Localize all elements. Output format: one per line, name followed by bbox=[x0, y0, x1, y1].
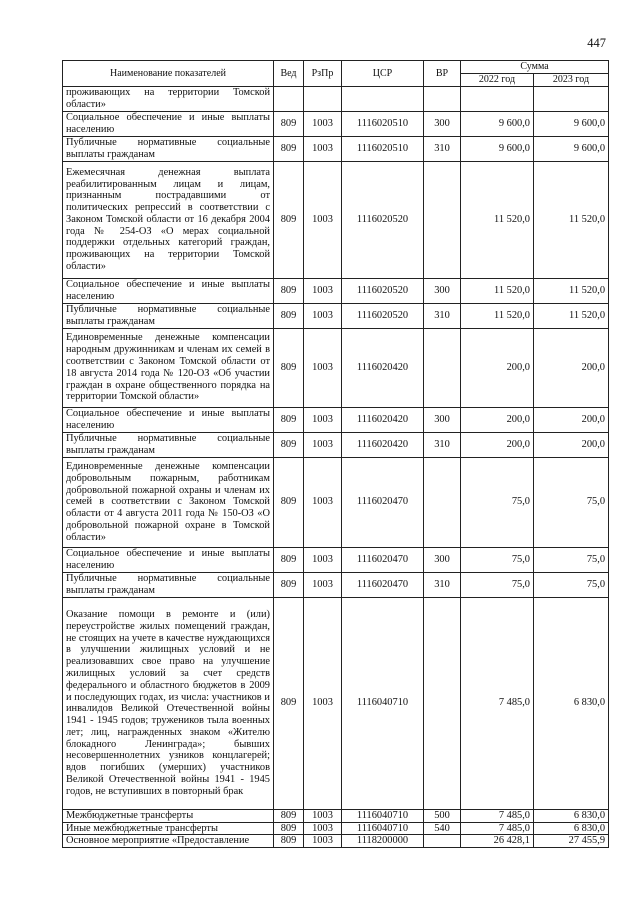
row-ved: 809 bbox=[274, 835, 304, 848]
row-csr: 1116020520 bbox=[342, 161, 424, 278]
row-sum-2023: 6 830,0 bbox=[534, 809, 609, 822]
row-sum-2022: 7 485,0 bbox=[461, 809, 534, 822]
row-vr: 300 bbox=[424, 111, 461, 136]
row-csr: 1116020510 bbox=[342, 136, 424, 161]
row-sum-2023: 200,0 bbox=[534, 328, 609, 407]
row-ved: 809 bbox=[274, 809, 304, 822]
row-sum-2023: 27 455,9 bbox=[534, 835, 609, 848]
row-sum-2022: 200,0 bbox=[461, 432, 534, 457]
row-sum-2023 bbox=[534, 86, 609, 111]
col-header-rzpr: РзПр bbox=[304, 61, 342, 87]
row-sum-2023: 200,0 bbox=[534, 432, 609, 457]
row-name: Социальное обеспечение и иные выплаты населению bbox=[63, 547, 274, 572]
row-sum-2023: 9 600,0 bbox=[534, 136, 609, 161]
row-rzpr: 1003 bbox=[304, 822, 342, 835]
row-csr: 1116020470 bbox=[342, 572, 424, 597]
row-rzpr: 1003 bbox=[304, 809, 342, 822]
row-csr: 1116020420 bbox=[342, 407, 424, 432]
row-vr: 310 bbox=[424, 572, 461, 597]
row-sum-2023: 75,0 bbox=[534, 572, 609, 597]
row-sum-2022: 7 485,0 bbox=[461, 822, 534, 835]
table-row bbox=[63, 328, 609, 407]
row-csr: 1116020420 bbox=[342, 432, 424, 457]
row-rzpr: 1003 bbox=[304, 136, 342, 161]
row-vr: 300 bbox=[424, 278, 461, 303]
row-sum-2022: 75,0 bbox=[461, 572, 534, 597]
row-name: Единовременные денежные компенсации добровольным пожарным, работникам добровольной пожарной охраны и членам их семей в соответствии с Законом Томской области от 4 августа 2011 года № 150-ОЗ «О добровольной пожарной охране в Томской области» bbox=[63, 457, 274, 547]
row-rzpr: 1003 bbox=[304, 278, 342, 303]
row-vr: 310 bbox=[424, 303, 461, 328]
row-rzpr: 1003 bbox=[304, 407, 342, 432]
table-row bbox=[63, 597, 609, 809]
row-vr bbox=[424, 597, 461, 809]
table-row bbox=[63, 136, 609, 161]
row-rzpr bbox=[304, 86, 342, 111]
row-sum-2022: 200,0 bbox=[461, 407, 534, 432]
table-row bbox=[63, 822, 609, 835]
row-ved: 809 bbox=[274, 278, 304, 303]
row-vr: 310 bbox=[424, 136, 461, 161]
row-ved bbox=[274, 86, 304, 111]
row-sum-2023: 11 520,0 bbox=[534, 278, 609, 303]
col-header-vr: ВР bbox=[424, 61, 461, 87]
row-rzpr: 1003 bbox=[304, 835, 342, 848]
row-csr: 1116020420 bbox=[342, 328, 424, 407]
row-ved: 809 bbox=[274, 303, 304, 328]
row-name: Межбюджетные трансферты bbox=[63, 809, 274, 822]
row-vr: 300 bbox=[424, 547, 461, 572]
row-rzpr: 1003 bbox=[304, 161, 342, 278]
row-sum-2022: 200,0 bbox=[461, 328, 534, 407]
row-csr: 1116040710 bbox=[342, 597, 424, 809]
row-name: Иные межбюджетные трансферты bbox=[63, 822, 274, 835]
row-sum-2023: 200,0 bbox=[534, 407, 609, 432]
row-rzpr: 1003 bbox=[304, 597, 342, 809]
row-rzpr: 1003 bbox=[304, 111, 342, 136]
row-sum-2022: 75,0 bbox=[461, 547, 534, 572]
row-ved: 809 bbox=[274, 822, 304, 835]
col-header-sum: Сумма bbox=[461, 61, 609, 74]
row-name: Социальное обеспечение и иные выплаты населению bbox=[63, 407, 274, 432]
row-sum-2023: 9 600,0 bbox=[534, 111, 609, 136]
row-vr bbox=[424, 835, 461, 848]
table-row bbox=[63, 278, 609, 303]
row-csr: 1116020520 bbox=[342, 278, 424, 303]
row-sum-2023: 11 520,0 bbox=[534, 161, 609, 278]
col-header-csr: ЦСР bbox=[342, 61, 424, 87]
row-name: проживающих на территории Томской области» bbox=[63, 86, 274, 111]
col-header-ved: Вед bbox=[274, 61, 304, 87]
row-name: Оказание помощи в ремонте и (или) переустройстве жилых помещений граждан, не стоящих на учете в качестве нуждающихся в улучшении жилищных условий и не реализовавших свое право на улучшение жилищных условий за счет средств федерального и областного бюджетов в 2009 и последующих годах, из числа: участников и инвалидов Великой Отечественной войны 1941 - 1945 годов; тружеников тыла военных лет; лиц, награжденных знаком «Жителю блокадного Ленинграда»; бывших несовершеннолетних узников концлагерей; вдов погибших (умерших) участников Великой Отечественной войны 1941 - 1945 годов, не вступивших в повторный брак bbox=[63, 597, 274, 809]
row-sum-2022: 11 520,0 bbox=[461, 303, 534, 328]
row-ved: 809 bbox=[274, 572, 304, 597]
row-name: Публичные нормативные социальные выплаты гражданам bbox=[63, 432, 274, 457]
row-rzpr: 1003 bbox=[304, 457, 342, 547]
row-csr bbox=[342, 86, 424, 111]
table-row bbox=[63, 111, 609, 136]
row-sum-2023: 6 830,0 bbox=[534, 597, 609, 809]
row-name: Публичные нормативные социальные выплаты гражданам bbox=[63, 572, 274, 597]
col-header-name: Наименование показателей bbox=[63, 61, 274, 87]
table-row bbox=[63, 432, 609, 457]
row-vr bbox=[424, 161, 461, 278]
budget-table bbox=[62, 60, 609, 848]
row-ved: 809 bbox=[274, 161, 304, 278]
row-sum-2023: 75,0 bbox=[534, 457, 609, 547]
row-ved: 809 bbox=[274, 328, 304, 407]
page-number: 447 bbox=[587, 36, 606, 50]
table-row bbox=[63, 407, 609, 432]
row-ved: 809 bbox=[274, 457, 304, 547]
row-rzpr: 1003 bbox=[304, 303, 342, 328]
row-sum-2023: 75,0 bbox=[534, 547, 609, 572]
table-row bbox=[63, 457, 609, 547]
row-sum-2022 bbox=[461, 86, 534, 111]
row-ved: 809 bbox=[274, 111, 304, 136]
row-csr: 1116040710 bbox=[342, 822, 424, 835]
row-name: Единовременные денежные компенсации народным дружинникам и членам их семей в соответствии с Законом Томской области от 18 августа 2014 года № 120-ОЗ «Об участии граждан в охране общественного порядка на территории Томской области» bbox=[63, 328, 274, 407]
table-row bbox=[63, 303, 609, 328]
row-name: Публичные нормативные социальные выплаты гражданам bbox=[63, 136, 274, 161]
row-vr: 300 bbox=[424, 407, 461, 432]
row-sum-2022: 11 520,0 bbox=[461, 161, 534, 278]
row-vr: 310 bbox=[424, 432, 461, 457]
row-csr: 1116040710 bbox=[342, 809, 424, 822]
row-rzpr: 1003 bbox=[304, 432, 342, 457]
row-name: Социальное обеспечение и иные выплаты населению bbox=[63, 278, 274, 303]
row-sum-2022: 26 428,1 bbox=[461, 835, 534, 848]
row-ved: 809 bbox=[274, 432, 304, 457]
row-rzpr: 1003 bbox=[304, 328, 342, 407]
col-header-year-2023: 2023 год bbox=[534, 73, 609, 86]
table-row bbox=[63, 547, 609, 572]
row-sum-2023: 11 520,0 bbox=[534, 303, 609, 328]
row-vr bbox=[424, 457, 461, 547]
row-vr: 500 bbox=[424, 809, 461, 822]
col-header-year-2022: 2022 год bbox=[461, 73, 534, 86]
table-row bbox=[63, 835, 609, 848]
row-ved: 809 bbox=[274, 547, 304, 572]
row-sum-2022: 9 600,0 bbox=[461, 136, 534, 161]
row-vr bbox=[424, 328, 461, 407]
row-ved: 809 bbox=[274, 136, 304, 161]
row-sum-2022: 75,0 bbox=[461, 457, 534, 547]
row-rzpr: 1003 bbox=[304, 547, 342, 572]
table-row bbox=[63, 572, 609, 597]
row-vr: 540 bbox=[424, 822, 461, 835]
row-name: Основное мероприятие «Предоставление bbox=[63, 835, 274, 848]
row-sum-2022: 7 485,0 bbox=[461, 597, 534, 809]
row-sum-2022: 9 600,0 bbox=[461, 111, 534, 136]
row-name: Социальное обеспечение и иные выплаты населению bbox=[63, 111, 274, 136]
row-csr: 1116020520 bbox=[342, 303, 424, 328]
row-ved: 809 bbox=[274, 597, 304, 809]
row-rzpr: 1003 bbox=[304, 572, 342, 597]
table-row bbox=[63, 86, 609, 111]
table-row bbox=[63, 161, 609, 278]
row-name: Публичные нормативные социальные выплаты гражданам bbox=[63, 303, 274, 328]
row-sum-2023: 6 830,0 bbox=[534, 822, 609, 835]
row-csr: 1116020470 bbox=[342, 457, 424, 547]
row-sum-2022: 11 520,0 bbox=[461, 278, 534, 303]
table-body bbox=[63, 86, 609, 847]
row-vr bbox=[424, 86, 461, 111]
table-row bbox=[63, 809, 609, 822]
row-name: Ежемесячная денежная выплата реабилитированным лицам и лицам, признанным пострадавшими от политических репрессий в соответствии с Законом Томской области от 16 декабря 2004 года № 254-ОЗ «О мерах социальной поддержки отдельных категорий граждан, проживающих на территории Томской области» bbox=[63, 161, 274, 278]
row-csr: 1118200000 bbox=[342, 835, 424, 848]
row-csr: 1116020510 bbox=[342, 111, 424, 136]
row-ved: 809 bbox=[274, 407, 304, 432]
row-csr: 1116020470 bbox=[342, 547, 424, 572]
